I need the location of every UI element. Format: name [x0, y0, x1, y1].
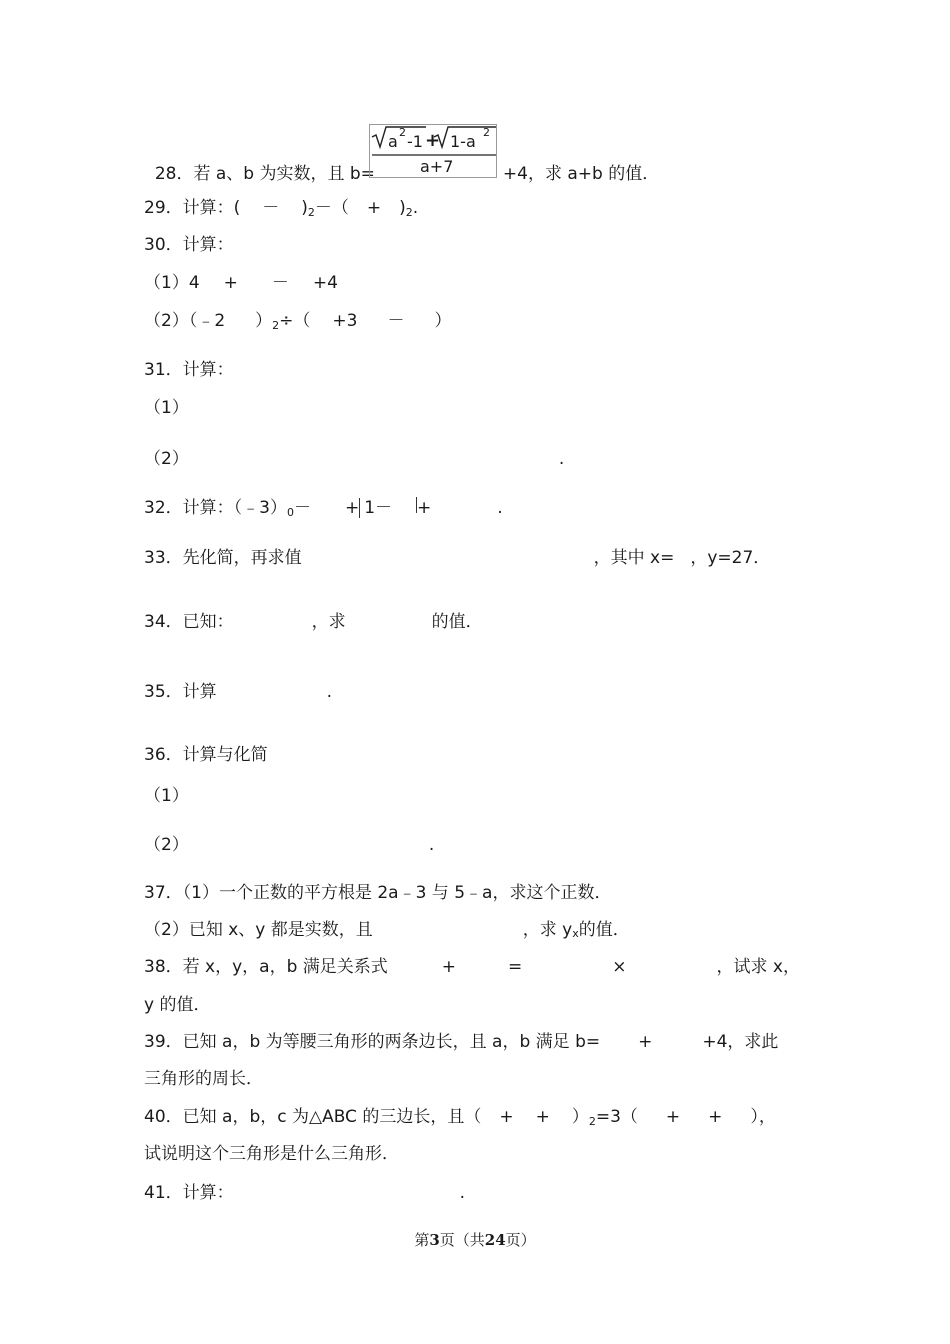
q35-b: .	[326, 682, 333, 702]
q36-p2-label: （2）	[144, 835, 189, 855]
q32-a: 32．计算：（﹣3）	[144, 498, 287, 518]
q31-p2-end: .	[558, 449, 565, 469]
q40-f: =3（	[595, 1107, 638, 1127]
q30-p2-b: ）	[255, 311, 273, 331]
q40-a: 40．已知 a，b，c 为△ABC 的三边长，且（	[144, 1107, 482, 1127]
q29-plus: +	[366, 198, 382, 218]
page-footer	[0, 1229, 950, 1250]
footer-e: 页）	[505, 1231, 536, 1249]
q36-part2	[144, 834, 434, 856]
q28-num-a: a	[388, 132, 398, 151]
q30-p2-d: ÷（	[279, 311, 311, 331]
q34-b: ，求	[311, 612, 346, 632]
q36-part1: （1）	[144, 786, 189, 806]
q40-e: 2	[588, 1115, 596, 1128]
q30-part2	[144, 310, 451, 334]
q32-plus2: +	[417, 498, 432, 518]
q29-close: )	[301, 198, 308, 218]
q38-b: +	[441, 957, 457, 977]
q30-p1-a: （1）4	[144, 273, 200, 293]
q40-d: ）	[571, 1107, 589, 1127]
footer-total: 24	[484, 1231, 506, 1249]
q39-line1	[144, 1031, 778, 1053]
q31-p2-label: （2）	[144, 449, 189, 469]
q29-open: 29．计算：(	[144, 198, 241, 218]
q28-num-exp1: 2	[399, 126, 406, 139]
q40-g: +	[665, 1107, 681, 1127]
q35-a: 35．计算	[144, 682, 217, 702]
q38-line2: y 的值．	[144, 995, 211, 1015]
q39-line2: 三角形的周长．	[144, 1069, 263, 1089]
q36-p2-end: .	[428, 835, 435, 855]
q32-plus: +	[344, 498, 360, 518]
q35-line	[144, 681, 332, 703]
q34-c: 的值．	[431, 612, 483, 632]
q38-line1	[144, 956, 800, 978]
q37-l2d: 的值．	[578, 920, 630, 940]
footer-page: 3	[429, 1231, 440, 1249]
q37-line2	[144, 919, 630, 943]
q32-exp: 0	[286, 506, 294, 519]
q30-p2-a: （2）（﹣2	[144, 311, 226, 331]
q28-num-minus1: -1	[407, 132, 423, 151]
q36-title: 36．计算与化简	[144, 745, 268, 765]
q38-e: ，试求 x，	[716, 957, 800, 977]
q32-line	[144, 497, 503, 521]
q28-denominator: a+7	[420, 157, 454, 176]
q28-prefix: 28．若 a、b 为实数，且 b=	[154, 164, 375, 184]
q38-d: ×	[612, 957, 627, 977]
q41-line	[144, 1182, 465, 1204]
q32-abs: 1－	[359, 498, 392, 518]
q29-line	[144, 197, 418, 221]
q28-num-1ma: 1-a	[450, 132, 476, 151]
q32-period: .	[497, 498, 503, 518]
q29-minus: －	[262, 198, 280, 218]
q29-close2: )	[399, 198, 406, 218]
q28-formula	[369, 124, 497, 178]
q39-b: +	[638, 1032, 653, 1052]
q33-a: 33．先化简，再求值	[144, 548, 302, 568]
q40-line2: 试说明这个三角形是什么三角形．	[144, 1144, 399, 1164]
q29-minus-open: －（	[314, 198, 349, 218]
q33-c: ，y=27．	[690, 548, 771, 568]
q29-exp2: 2	[405, 206, 413, 219]
q30-part1	[144, 272, 338, 294]
q30-p1-c: －	[271, 273, 289, 293]
q31-title: 31．计算：	[144, 360, 234, 380]
q37-l2a: （2）已知 x、y 都是实数，且	[144, 920, 373, 940]
q30-title: 30．计算：	[144, 235, 234, 255]
q28-num-exp2: 2	[483, 126, 490, 139]
q28-num-plus: +	[425, 130, 441, 151]
q33-line	[144, 547, 770, 569]
q29-period: .	[412, 198, 419, 218]
q40-h: +	[708, 1107, 723, 1127]
q28-suffix: +4，求 a+b 的值．	[502, 164, 660, 184]
q40-b: +	[499, 1107, 514, 1127]
q34-a: 34．已知：	[144, 612, 234, 632]
q30-p1-d: +4	[312, 273, 338, 293]
q40-line1	[144, 1106, 776, 1130]
q40-i: ），	[750, 1107, 776, 1127]
q30-p2-c: 2	[272, 319, 280, 332]
q39-a: 39．已知 a，b 为等腰三角形的两条边长，且 a，b 满足 b=	[144, 1032, 601, 1052]
q37-l2c: x	[572, 927, 579, 940]
q29-exp1: 2	[307, 206, 315, 219]
footer-a: 第	[414, 1231, 430, 1249]
q41-b: .	[459, 1183, 466, 1203]
q31-part1: （1）	[144, 398, 189, 418]
q30-p1-b: +	[223, 273, 238, 293]
q41-a: 41．计算：	[144, 1183, 234, 1203]
q30-p2-g: ）	[434, 311, 452, 331]
q30-p2-f: －	[387, 311, 405, 331]
footer-c: 页（共	[439, 1231, 485, 1249]
q39-c: +4，求此	[702, 1032, 779, 1052]
q37-line1: 37．（1）一个正数的平方根是 2a﹣3 与 5﹣a，求这个正数．	[144, 883, 612, 903]
q40-c: +	[535, 1107, 550, 1127]
q37-l2b: ，求 y	[522, 920, 573, 940]
q33-b: ，其中 x=	[593, 548, 675, 568]
q38-a: 38．若 x，y，a，b 满足关系式	[144, 957, 388, 977]
q30-p2-e: +3	[332, 311, 358, 331]
q38-c: =	[508, 957, 523, 977]
q31-part2	[144, 448, 564, 470]
q34-line	[144, 611, 483, 633]
q32-minus: －	[293, 498, 311, 518]
